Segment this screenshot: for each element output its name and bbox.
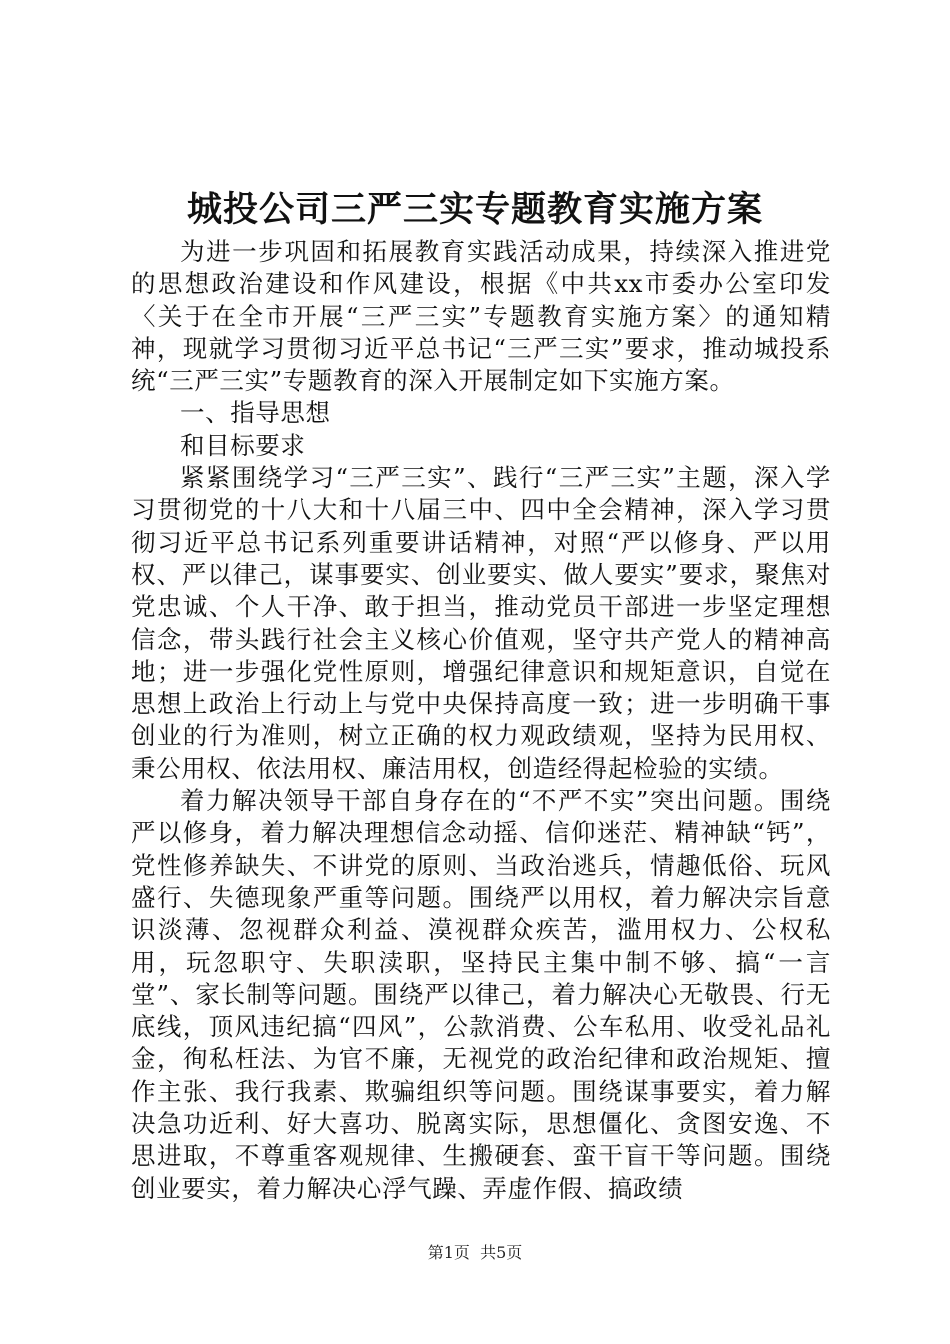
paragraph-guiding-principles: 紧紧围绕学习“三严三实”、践行“三严三实”主题，深入学习贯彻党的十八大和十八届三中、四中全会精神，深入学习贯彻习近平总书记系列重要讲话精神，对照“严以修身、严以用权、严以律己，谋事要实、创业要实、做人要实”要求，聚焦对党忠诚、个人干净、敢于担当，推动党员干部进一步坚定理想信念，带头践行社会主义核心价值观，坚守共产党人的精神高地；进一步强化党性原则，增强纪律意识和规矩意识，自觉在思想上政治上行动上与党中央保持高度一致；进一步明确干事创业的行为准则，树立正确的权力观政绩观，坚持为民用权、秉公用权、依法用权、廉洁用权，创造经得起检验的实绩。 (131, 463, 831, 783)
page-total: 共5页 (480, 1243, 523, 1262)
page-footer (0, 1242, 950, 1264)
paragraph-key-problems: 着力解决领导干部自身存在的“不严不实”突出问题。围绕严以修身，着力解决理想信念动摇、信仰迷茫、精神缺“钙”，党性修养缺失、不讲党的原则、当政治逃兵，情趣低俗、玩风盛行、失德现象严重等问题。围绕严以用权，着力解决宗旨意识淡薄、忽视群众利益、漠视群众疾苦，滥用权力、公权私用，玩忽职守、失职渎职，坚持民主集中制不够、搞“一言堂”、家长制等问题。围绕严以律己，着力解决心无敬畏、行无底线，顶风违纪搞“四风”，公款消费、公车私用、收受礼品礼金，徇私枉法、为官不廉，无视党的政治纪律和政治规矩、擅作主张、我行我素、欺骗组织等问题。围绕谋事要实，着力解决急功近利、好大喜功、脱离实际，思想僵化、贪图安逸、不思进取，不尊重客观规律、生搬硬套、蛮干盲干等问题。围绕创业要实，着力解决心浮气躁、弄虚作假、搞政绩 (131, 786, 831, 1203)
section-heading: 一、指导思想 (180, 398, 331, 428)
page-number: 第1页 (427, 1243, 470, 1262)
paragraph-intro: 为进一步巩固和拓展教育实践活动成果，持续深入推进党的思想政治建设和作风建设，根据《中共xx市委办公室印发〈关于在全市开展“三严三实”专题教育实施方案〉的通知精神，现就学习贯彻习近平总书记“三严三实”要求，推动城投系统“三严三实”专题教育的深入开展制定如下实施方案。 (131, 237, 831, 396)
document-body (131, 236, 831, 1205)
section-heading-continued: 和目标要求 (180, 430, 306, 460)
document-title: 城投公司三严三实专题教育实施方案 (186, 189, 763, 230)
